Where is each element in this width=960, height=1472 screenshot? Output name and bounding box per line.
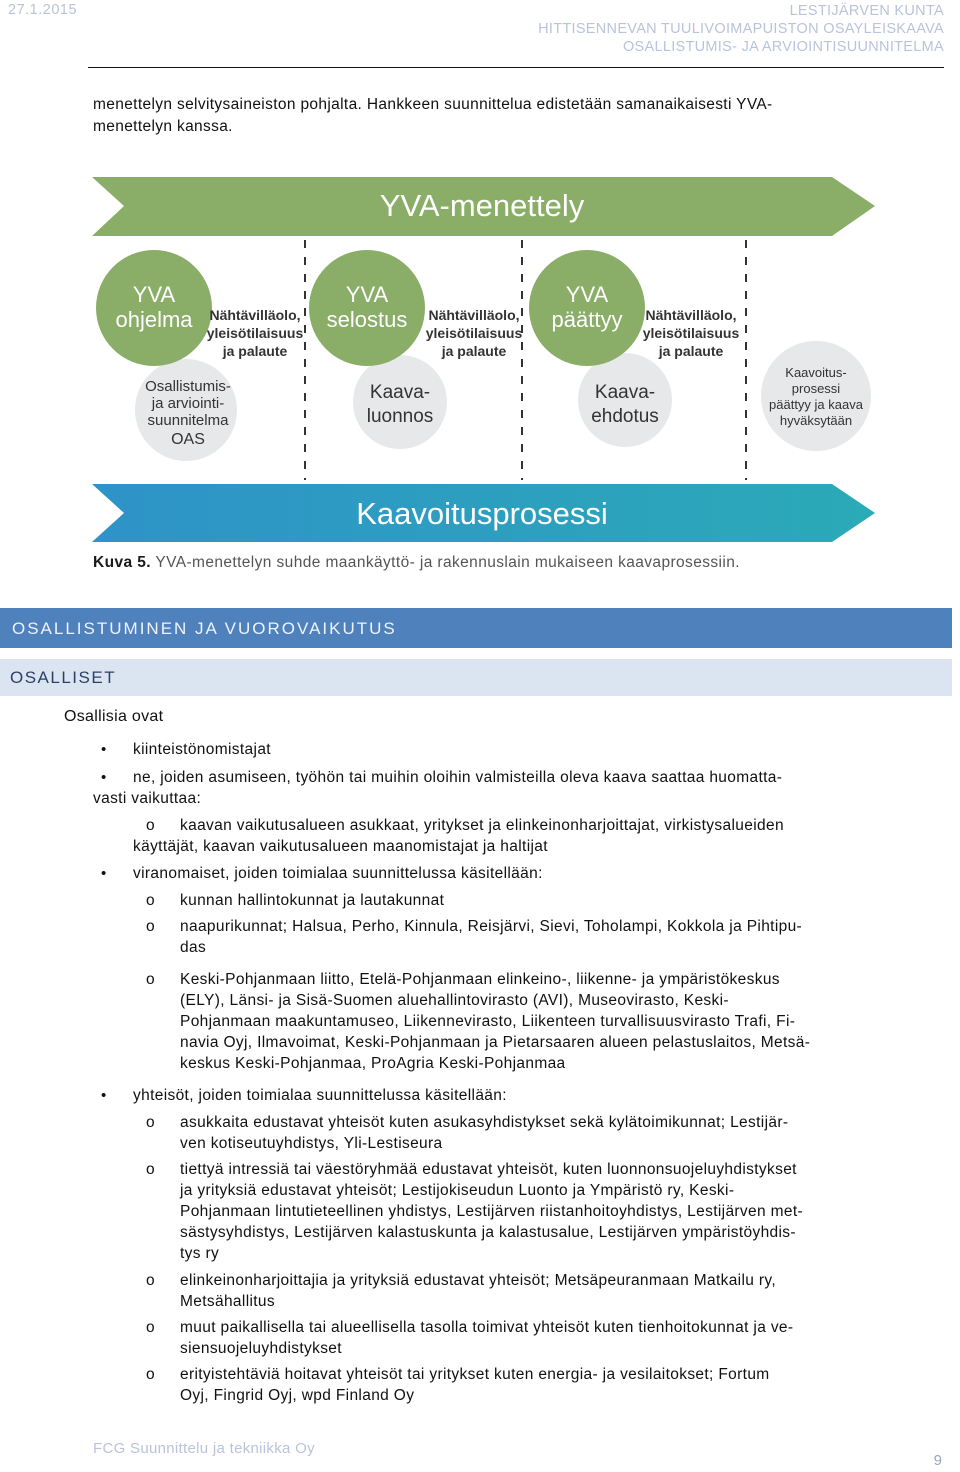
final-circle (761, 341, 871, 451)
luonnos-line2: luonnos (366, 406, 434, 427)
list-subitem-continued: ja yrityksiä edustavat yhteisöt; Lestijokiseudun Luonto ja Ympäristö ry, Keski- (180, 1182, 735, 1199)
sub-bullet: o (146, 1366, 155, 1383)
list-subitem-continued: ven kotiseutuyhdistys, Yli-Lestiseura (180, 1135, 443, 1152)
list-item: viranomaiset, joiden toimialaa suunnittelussa käsitellään: (133, 865, 543, 882)
kaavoitus-arrow-label: Kaavoitusprosessi (356, 496, 608, 531)
list-item: yhteisöt, joiden toimialaa suunnittelussa käsitellään: (133, 1087, 507, 1104)
note-1-line1: Nähtävilläolo, (209, 307, 301, 323)
note-3-line1: Nähtävilläolo, (645, 307, 737, 323)
subsection-heading: OSALLISET (10, 668, 117, 687)
list-subitem: kunnan hallintokunnat ja lautakunnat (180, 892, 445, 909)
sub-bullet: o (146, 918, 155, 935)
yva-selostus-line2: selostus (326, 307, 408, 332)
lead-text: Osallisia ovat (64, 708, 164, 725)
list-subitem: tiettyä intressiä tai väestöryhmää edustavat yhteisöt, kuten luonnonsuojeluyhdistykset (180, 1161, 797, 1178)
bullet: • (101, 865, 107, 882)
list-subitem: kaavan vaikutusalueen asukkaat, yritykset ja elinkeinonharjoittajat, virkistysalueiden (180, 817, 784, 834)
note-1-line2: yleisötilaisuus (206, 325, 304, 341)
sub-bullet: o (146, 1161, 155, 1178)
note-3-line2: yleisötilaisuus (642, 325, 740, 341)
header-plan-name: HITTISENNEVAN TUULIVOIMAPUISTON OSAYLEISKAAVA (538, 21, 944, 37)
section-heading: OSALLISTUMINEN JA VUOROVAIKUTUS (12, 619, 397, 638)
list-subitem: naapurikunnat; Halsua, Perho, Kinnula, Reisjärvi, Sievi, Toholampi, Kokkola ja Pihtipu- (180, 918, 803, 935)
note-2-line1: Nähtävilläolo, (428, 307, 520, 323)
header-municipality: LESTIJÄRVEN KUNTA (789, 3, 944, 19)
sub-bullet: o (146, 817, 155, 834)
header-date: 27.1.2015 (8, 2, 78, 18)
yva-arrow-label: YVA-menettely (379, 188, 585, 223)
list-subitem: asukkaita edustavat yhteisöt kuten asukasyhdistykset sekä kylätoimikunnat; Lestijär- (180, 1114, 789, 1131)
list-subitem-continued: navia Oyj, Ilmavoimat, Keski-Pohjanmaan ja Pietarsaaren alueen pelastuslaitos, Metsä- (180, 1034, 811, 1051)
oas-line2: ja arviointi- (151, 395, 225, 412)
sub-bullet: o (146, 1114, 155, 1131)
figure-caption (93, 554, 740, 572)
final-line1: Kaavoitus- (785, 365, 847, 380)
list-subitem-continued: (ELY), Länsi- ja Sisä-Suomen aluehallintovirasto (AVI), Museovirasto, Keski- (180, 992, 729, 1009)
yva-ohjelma-line1: YVA (132, 282, 176, 307)
intro-line-1: menettelyn selvitysaineiston pohjalta. Hankkeen suunnittelua edistetään samanaikaisesti YVA- (93, 96, 773, 113)
page-number: 9 (933, 1452, 942, 1469)
list-subitem-continued: Metsähallitus (180, 1293, 276, 1310)
note-2-line3: ja palaute (441, 343, 507, 359)
list-subitem-continued: Oyj, Fingrid Oyj, wpd Finland Oy (180, 1387, 415, 1404)
note-3-line3: ja palaute (658, 343, 724, 359)
luonnos-line1: Kaava- (369, 382, 431, 403)
ehdotus-line2: ehdotus (591, 406, 659, 427)
list-subitem-continued: keskus Keski-Pohjanmaa, ProAgria Keski-Pohjanmaa (180, 1055, 566, 1072)
sub-bullet: o (146, 1272, 155, 1289)
list-subitem: Keski-Pohjanmaan liitto, Etelä-Pohjanmaan elinkeino-, liikenne- ja ympäristökeskus (180, 971, 780, 988)
header-rule (88, 67, 944, 68)
yva-paattyy-line1: YVA (565, 282, 609, 307)
bullet: • (101, 769, 107, 786)
yva-selostus-line1: YVA (345, 282, 389, 307)
list-item: kiinteistönomistajat (133, 741, 271, 758)
list-subitem-continued: käyttäjät, kaavan vaikutusalueen maanomistajat ja haltijat (133, 838, 548, 855)
list-subitem: erityistehtäviä hoitavat yhteisöt tai yritykset kuten energia- ja vesilaitokset; Fortum (180, 1366, 770, 1383)
subsection-heading-bar (0, 659, 952, 696)
yva-ohjelma-line2: ohjelma (115, 307, 193, 332)
oas-line4: OAS (171, 431, 205, 448)
note-1-line3: ja palaute (222, 343, 288, 359)
final-line2: prosessi (791, 381, 841, 396)
process-diagram (90, 174, 880, 544)
oas-line1: Osallistumis- (145, 378, 231, 395)
list-subitem: elinkeinonharjoittajia ja yrityksiä edustavat yhteisöt; Metsäpeuranmaan Matkailu ry, (180, 1272, 777, 1289)
intro-line-2: menettelyn kanssa. (93, 118, 233, 135)
list-subitem-continued: das (180, 939, 207, 956)
footer-company: FCG Suunnittelu ja tekniikka Oy (93, 1440, 315, 1457)
list-subitem: muut paikallisella tai alueellisella tasolla toimivat yhteisöt kuten tienhoitokunnat ja ve- (180, 1319, 794, 1336)
note-2-line2: yleisötilaisuus (425, 325, 523, 341)
figure-caption-text: YVA-menettelyn suhde maankäyttö- ja rakennuslain mukaiseen kaavaprosessiin. (155, 554, 740, 571)
list-item: ne, joiden asumiseen, työhön tai muihin oloihin valmisteilla oleva kaava saattaa huomatta- (133, 769, 783, 786)
sub-bullet: o (146, 971, 155, 988)
final-line3: päättyy ja kaava (769, 397, 863, 412)
section-heading-bar (0, 608, 952, 648)
header-document-type: OSALLISTUMIS- JA ARVIOINTISUUNNITELMA (622, 39, 944, 55)
bullet: • (101, 741, 107, 758)
oas-line3: suunnitelma (147, 412, 229, 429)
list-subitem-continued: sästysyhdistys, Lestijärven kalastuskunta ja kalastusalue, Lestijärven ympäristöyhdis- (180, 1224, 796, 1241)
list-subitem-continued: tys ry (180, 1245, 220, 1262)
final-line4: hyväksytään (779, 413, 853, 428)
list-subitem-continued: siensuojeluyhdistykset (180, 1340, 342, 1357)
ehdotus-line1: Kaava- (594, 382, 656, 403)
list-subitem-continued: Pohjanmaan maakuntamuseo, Liikennevirasto, Liikenteen turvallisuusvirasto Trafi, Fi- (180, 1013, 796, 1030)
list-subitem-continued: Pohjanmaan lintutieteellinen yhdistys, Lestijärven riistanhoitoyhdistys, Lestijärven met- (180, 1203, 804, 1220)
yva-paattyy-line2: päättyy (551, 307, 623, 332)
bullet: • (101, 1087, 107, 1104)
list-item-continued: vasti vaikuttaa: (93, 790, 202, 807)
sub-bullet: o (146, 892, 155, 909)
sub-bullet: o (146, 1319, 155, 1336)
figure-caption-label: Kuva 5. (93, 554, 151, 571)
